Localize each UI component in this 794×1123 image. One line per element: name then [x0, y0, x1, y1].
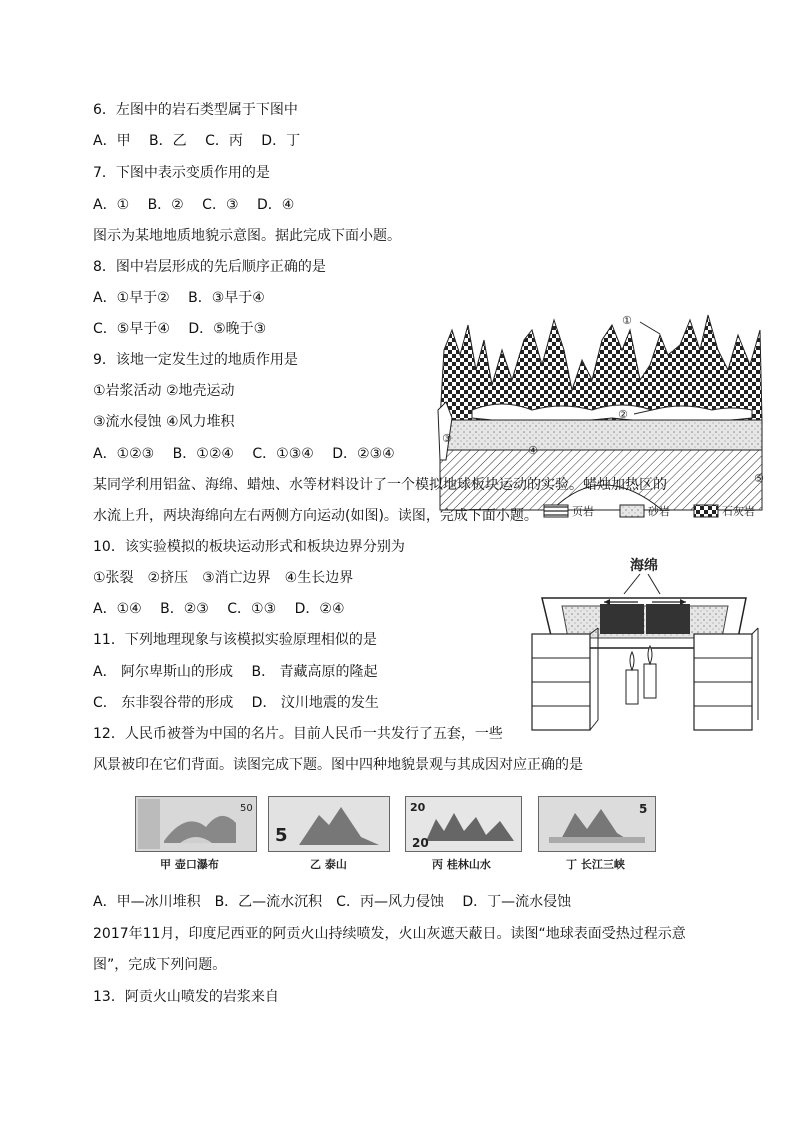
banknote-jia-value: 50 [240, 803, 253, 814]
marker-3: ③ [442, 432, 452, 445]
question-13: 13．阿贡火山喷发的岩浆来自 [93, 989, 279, 1005]
question-6: 6．左图中的岩石类型属于下图中 [93, 102, 298, 118]
legend-limestone: 石灰岩 [722, 505, 755, 518]
intro-experiment-1: 某同学利用铝盆、海绵、蜡烛、水等材料设计了一个模拟地球板块运动的实验。蜡烛加热区的 [93, 477, 667, 493]
question-12-stem: 风景被印在它们背面。读图完成下题。图中四种地貌景观与其成因对应正确的是 [93, 757, 583, 773]
banknote-ding [538, 796, 656, 852]
legend-shale: 页岩 [572, 505, 594, 518]
question-8-options-ab: A．①早于② B．③早于④ [93, 290, 265, 306]
question-9-options: A．①②③ B．①②④ C．①③④ D．②③④ [93, 446, 395, 462]
question-10: 10．该实验模拟的板块运动形式和板块边界分别为 [93, 539, 405, 555]
banknote-bing-value: 20 [412, 836, 429, 850]
marker-4: ④ [528, 444, 538, 457]
banknote-yi-value: 5 [275, 825, 288, 846]
intro-experiment-2: 水流上升，两块海绵向左右两侧方向运动(如图)。读图，完成下面小题。 [93, 508, 538, 524]
question-9-items-12: ①岩浆活动 ②地壳运动 [93, 383, 235, 399]
banknote-jia [135, 796, 257, 852]
question-11-options-ab: A． 阿尔卑斯山的形成 B． 青藏高原的隆起 [93, 664, 378, 680]
intro-volcano-2: 图”，完成下列问题。 [93, 957, 227, 973]
banknote-ding-value: 5 [639, 802, 648, 816]
banknote-bing-value-top: 20 [410, 801, 426, 814]
question-8: 8．图中岩层形成的先后顺序正确的是 [93, 259, 326, 275]
question-8-options-cd: C．⑤早于④ D．⑤晚于③ [93, 321, 267, 337]
sponge-label: 海绵 [630, 558, 658, 574]
question-9-items-34: ③流水侵蚀 ④风力堆积 [93, 414, 235, 430]
legend-sandstone: 砂岩 [648, 505, 670, 518]
marker-5: ⑤ [754, 472, 764, 485]
question-11-options-cd: C． 东非裂谷带的形成 D． 汶川地震的发生 [93, 695, 379, 711]
banknote-jia-caption: 甲 壶口瀑布 [160, 858, 219, 871]
banknote-ding-caption: 丁 长江三峡 [566, 858, 625, 871]
question-9: 9．该地一定发生过的地质作用是 [93, 352, 298, 368]
plate-experiment-diagram [528, 552, 760, 734]
banknote-yi-caption: 乙 泰山 [310, 858, 347, 871]
intro-geology: 图示为某地地质地貌示意图。据此完成下面小题。 [93, 228, 401, 244]
question-10-options: A．①④ B．②③ C．①③ D．②④ [93, 601, 345, 617]
limestone-peaks [440, 315, 762, 420]
intro-volcano-1: 2017年11月，印度尼西亚的阿贡火山持续喷发，火山灰遮天蔽日。读图“地球表面受热过程示意 [93, 926, 686, 942]
question-7: 7．下图中表示变质作用的是 [93, 165, 270, 181]
question-6-options: A．甲 B．乙 C．丙 D．丁 [93, 133, 301, 149]
question-12: 12．人民币被誉为中国的名片。目前人民币一共发行了五套，一些 [93, 726, 503, 742]
question-7-options: A．① B．② C．③ D．④ [93, 197, 295, 213]
question-12-options: A．甲—冰川堆积 B．乙—流水沉积 C．丙—风力侵蚀 D．丁—流水侵蚀 [93, 894, 572, 910]
marker-2: ② [618, 408, 628, 421]
question-10-items: ①张裂 ②挤压 ③消亡边界 ④生长边界 [93, 570, 354, 586]
marker-1: ① [622, 314, 632, 327]
banknote-bing-caption: 丙 桂林山水 [432, 858, 491, 871]
banknote-yi [268, 796, 390, 852]
question-11: 11．下列地理现象与该模拟实验原理相似的是 [93, 632, 377, 648]
banknote-bing [405, 796, 522, 852]
